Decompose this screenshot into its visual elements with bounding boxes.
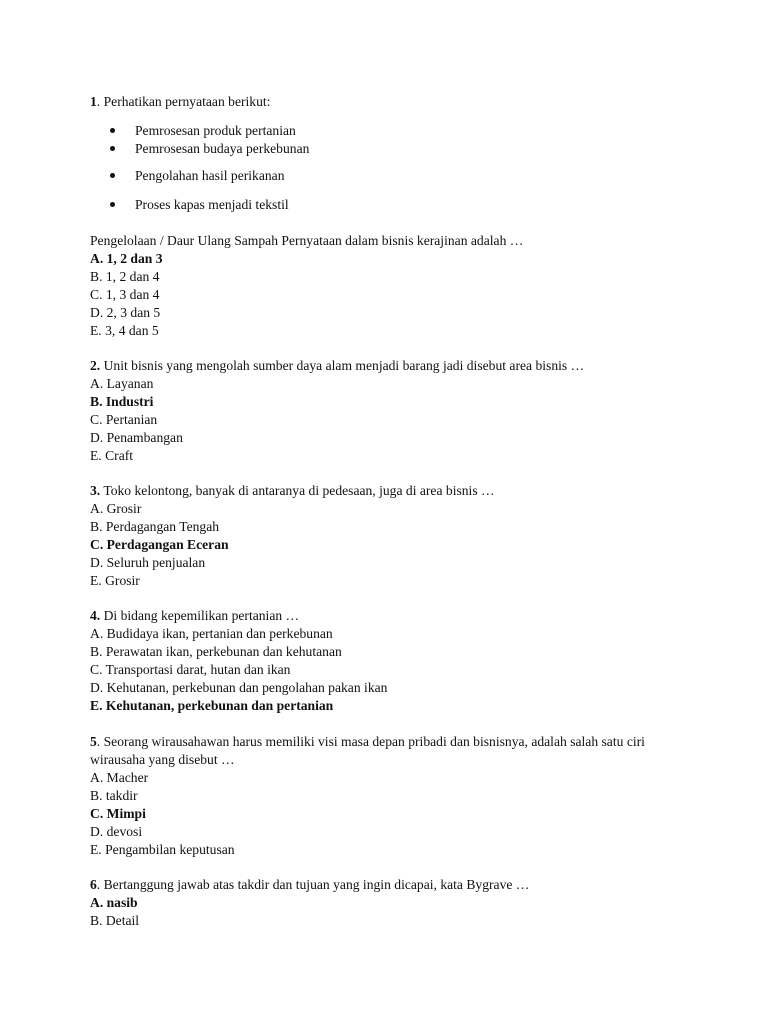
answer-option: E. Pengambilan keputusan [90,842,235,857]
bullet-dot-icon [110,173,115,178]
answer-option-correct: E. Kehutanan, perkebunan dan pertanian [90,698,334,713]
question-number: 5 [90,734,97,749]
question-1 [90,93,690,111]
question-2 [90,357,690,465]
question-text: . Seorang wirausahawan harus memiliki visi masa depan pribadi dan bisnisnya, adalah salah satu ciri wirausaha yang disebut … [90,734,645,767]
answer-option: D. 2, 3 dan 5 [90,305,161,320]
question-text: Di bidang kepemilikan pertanian … [100,608,300,623]
bullet-dot-icon [110,128,115,133]
bullet-text: Proses kapas menjadi tekstil [135,197,289,212]
bullet-text: Pemrosesan budaya perkebunan [135,141,310,156]
question-number: 3. [90,483,101,498]
question-4-prompt [90,607,690,625]
question-text: Unit bisnis yang mengolah sumber daya alam menjadi barang jadi disebut area bisnis … [100,358,585,373]
answer-option-correct: A. 1, 2 dan 3 [90,251,163,266]
answer-option-correct: C. Mimpi [90,806,146,821]
question-2-prompt [90,357,690,375]
bullet-text: Pengolahan hasil perikanan [135,168,285,183]
question-5-prompt [90,733,670,769]
question-text: Toko kelontong, banyak di antaranya di pedesaan, juga di area bisnis … [100,483,495,498]
question-1-answers [90,232,690,340]
answer-option: B. Detail [90,913,140,928]
question-5 [90,733,670,859]
question-3 [90,482,690,590]
question-4 [90,607,690,715]
answer-option: A. Layanan [90,376,154,391]
question-text: . Bertanggung jawab atas takdir dan tujuan yang ingin dicapai, kata Bygrave … [96,877,530,892]
question-number: 4. [90,608,101,623]
bullet-dot-icon [110,146,115,151]
bullet-item [110,196,289,214]
bullet-dot-icon [110,202,115,207]
question-number: 6 [90,877,97,892]
answer-option-correct: C. Perdagangan Eceran [90,537,229,552]
question-statement: Pengelolaan / Daur Ulang Sampah Pernyataan dalam bisnis kerajinan adalah … [90,233,524,248]
bullet-item [110,122,296,140]
question-3-prompt [90,482,690,500]
answer-option: E. Craft [90,448,134,463]
question-1-prompt [90,93,690,111]
answer-option: E. 3, 4 dan 5 [90,323,159,338]
answer-option-correct: B. Industri [90,394,154,409]
answer-option: A. Budidaya ikan, pertanian dan perkebunan [90,626,333,641]
answer-option: E. Grosir [90,573,140,588]
answer-option: A. Grosir [90,501,142,516]
answer-option: D. Seluruh penjualan [90,555,206,570]
answer-option: B. 1, 2 dan 4 [90,269,160,284]
answer-option: B. Perdagangan Tengah [90,519,220,534]
bullet-item [110,167,285,185]
answer-option: B. Perawatan ikan, perkebunan dan kehutanan [90,644,342,659]
answer-option: A. Macher [90,770,149,785]
question-number: 1 [90,94,97,109]
question-text: . Perhatikan pernyataan berikut: [96,94,271,109]
answer-option: C. Transportasi darat, hutan dan ikan [90,662,291,677]
answer-option: B. takdir [90,788,138,803]
question-number: 2. [90,358,101,373]
bullet-text: Pemrosesan produk pertanian [135,123,296,138]
answer-option: D. Penambangan [90,430,183,445]
answer-option-correct: A. nasib [90,895,138,910]
question-6 [90,876,690,930]
answer-option: D. Kehutanan, perkebunan dan pengolahan pakan ikan [90,680,388,695]
bullet-item [110,140,309,158]
answer-option: D. devosi [90,824,143,839]
question-6-prompt [90,876,690,894]
answer-option: C. Pertanian [90,412,158,427]
answer-option: C. 1, 3 dan 4 [90,287,160,302]
